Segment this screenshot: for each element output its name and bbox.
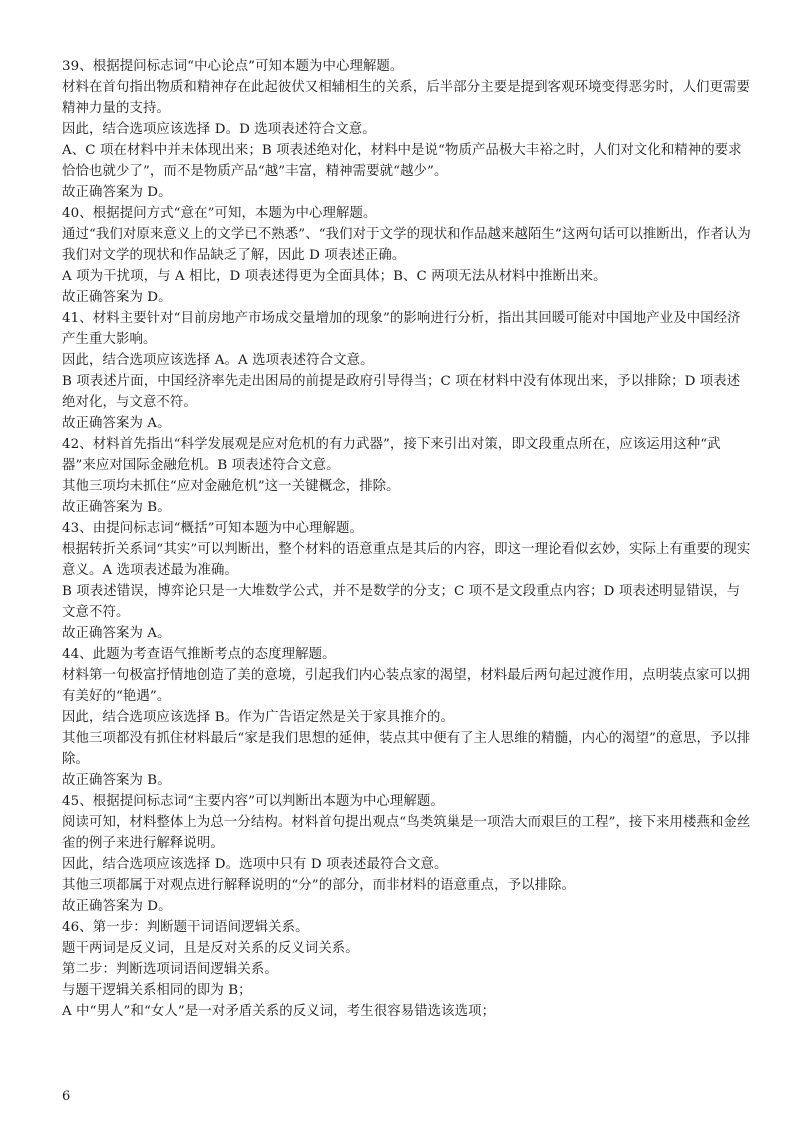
text-line: 故正确答案为 B。 — [62, 500, 171, 515]
text-line: 因此，结合选项应该选择 A。A 选项表述符合文意。 — [62, 353, 374, 368]
text-line: 根据转折关系词“其实”可以判断出，整个材料的语意重点是其后的内容，即这一理论看似玄妙，实际上有重要的现实意义。A 选项表述最为准确。 — [62, 542, 751, 578]
text-line: B 项表述片面，中国经济率先走出困局的前提是政府引导得当；C 项在材料中没有体现出来，予以排除；D 项表述绝对化，与文意不符。 — [62, 374, 741, 410]
text-line: 46、第一步：判断题干词语间逻辑关系。 — [62, 920, 309, 935]
text-line: 因此，结合选项应该选择 D。D 选项表述符合文意。 — [62, 122, 376, 137]
text-line: 故正确答案为 A。 — [62, 416, 171, 431]
text-line: 第二步：判断选项词语间逻辑关系。 — [62, 962, 278, 977]
text-line: 材料第一句极富抒情地创造了美的意境，引起我们内心装点家的渴望，材料最后两句起过渡作用，点明装点家可以拥有美好的“艳遇”。 — [62, 668, 751, 704]
text-line: 通过“我们对原来意义上的文学已不熟悉”、“我们对于文学的现状和作品越来越陌生”这两句话可以推断出，作者认为我们对文学的现状和作品缺乏了解，因此 D 项表述正确。 — [62, 227, 751, 263]
text-line: 43、由提问标志词“概括”可知本题为中心理解题。 — [62, 521, 363, 536]
text-line: 其他三项均未抓住“应对金融危机”这一关键概念，排除。 — [62, 479, 400, 494]
text-line: 44、此题为考查语气推断考点的态度理解题。 — [62, 647, 336, 662]
text-line: 因此，结合选项应该选择 D。选项中只有 D 项表述最符合文意。 — [62, 857, 448, 872]
text-line: 故正确答案为 D。 — [62, 290, 172, 305]
text-line: 因此，结合选项应该选择 B。作为广告语定然是关于家具推介的。 — [62, 710, 455, 725]
text-line: 与题干逻辑关系相同的即为 B； — [62, 983, 252, 998]
text-line: A 中“男人”和“女人”是一对矛盾关系的反义词，考生很容易错选该选项； — [62, 1004, 496, 1019]
text-line: 39、根据提问标志词“中心论点”可知本题为中心理解题。 — [62, 59, 404, 74]
document-body — [62, 56, 752, 1022]
text-line: 42、材料首先指出“科学发展观是应对危机的有力武器”，接下来引出对策，即文段重点所在，应该运用这种“武器”来应对国际金融危机。B 项表述符合文意。 — [62, 437, 721, 473]
text-line: A、C 项在材料中并未体现出来；B 项表述绝对化，材料中是说“物质产品极大丰裕之时，人们对文化和精神的要求恰恰也就少了”，而不是物质产品“越”丰富，精神需要就“越少”。 — [62, 143, 742, 179]
text-line: 其他三项都属于对观点进行解释说明的“分”的部分，而非材料的语意重点，予以排除。 — [62, 878, 576, 893]
text-line: 故正确答案为 B。 — [62, 773, 171, 788]
text-line: A 项为干扰项，与 A 相比，D 项表述得更为全面具体；B、C 两项无法从材料中推断出来。 — [62, 269, 607, 284]
text-line: 题干两词是反义词，且是反对关系的反义词关系。 — [62, 941, 359, 956]
text-line: 材料在首句指出物质和精神存在此起彼伏又相辅相生的关系，后半部分主要是提到客观环境变得恶劣时，人们更需要精神力量的支持。 — [62, 80, 751, 116]
text-line: 45、根据提问标志词“主要内容”可以判断出本题为中心理解题。 — [62, 794, 444, 809]
text-line: B 项表述错误，博弈论只是一大堆数学公式，并不是数学的分支；C 项不是文段重点内容；D 项表述明显错误，与文意不符。 — [62, 584, 741, 620]
text-line: 阅读可知，材料整体上为总一分结构。材料首句提出观点“鸟类筑巢是一项浩大而艰巨的工程”，接下来用楼燕和金丝雀的例子来进行解释说明。 — [62, 815, 751, 851]
page-number: 6 — [62, 1089, 71, 1104]
text-line: 故正确答案为 D。 — [62, 899, 172, 914]
text-line: 41、材料主要针对“目前房地产市场成交量增加的现象”的影响进行分析，指出其回暖可能对中国地产业及中国经济产生重大影响。 — [62, 311, 741, 347]
text-line: 故正确答案为 A。 — [62, 626, 171, 641]
text-line: 40、根据提问方式“意在”可知，本题为中心理解题。 — [62, 206, 377, 221]
text-line: 其他三项都没有抓住材料最后“家是我们思想的延伸，装点其中便有了主人思维的精髓，内心的渴望”的意思，予以排除。 — [62, 731, 751, 767]
text-line: 故正确答案为 D。 — [62, 185, 172, 200]
